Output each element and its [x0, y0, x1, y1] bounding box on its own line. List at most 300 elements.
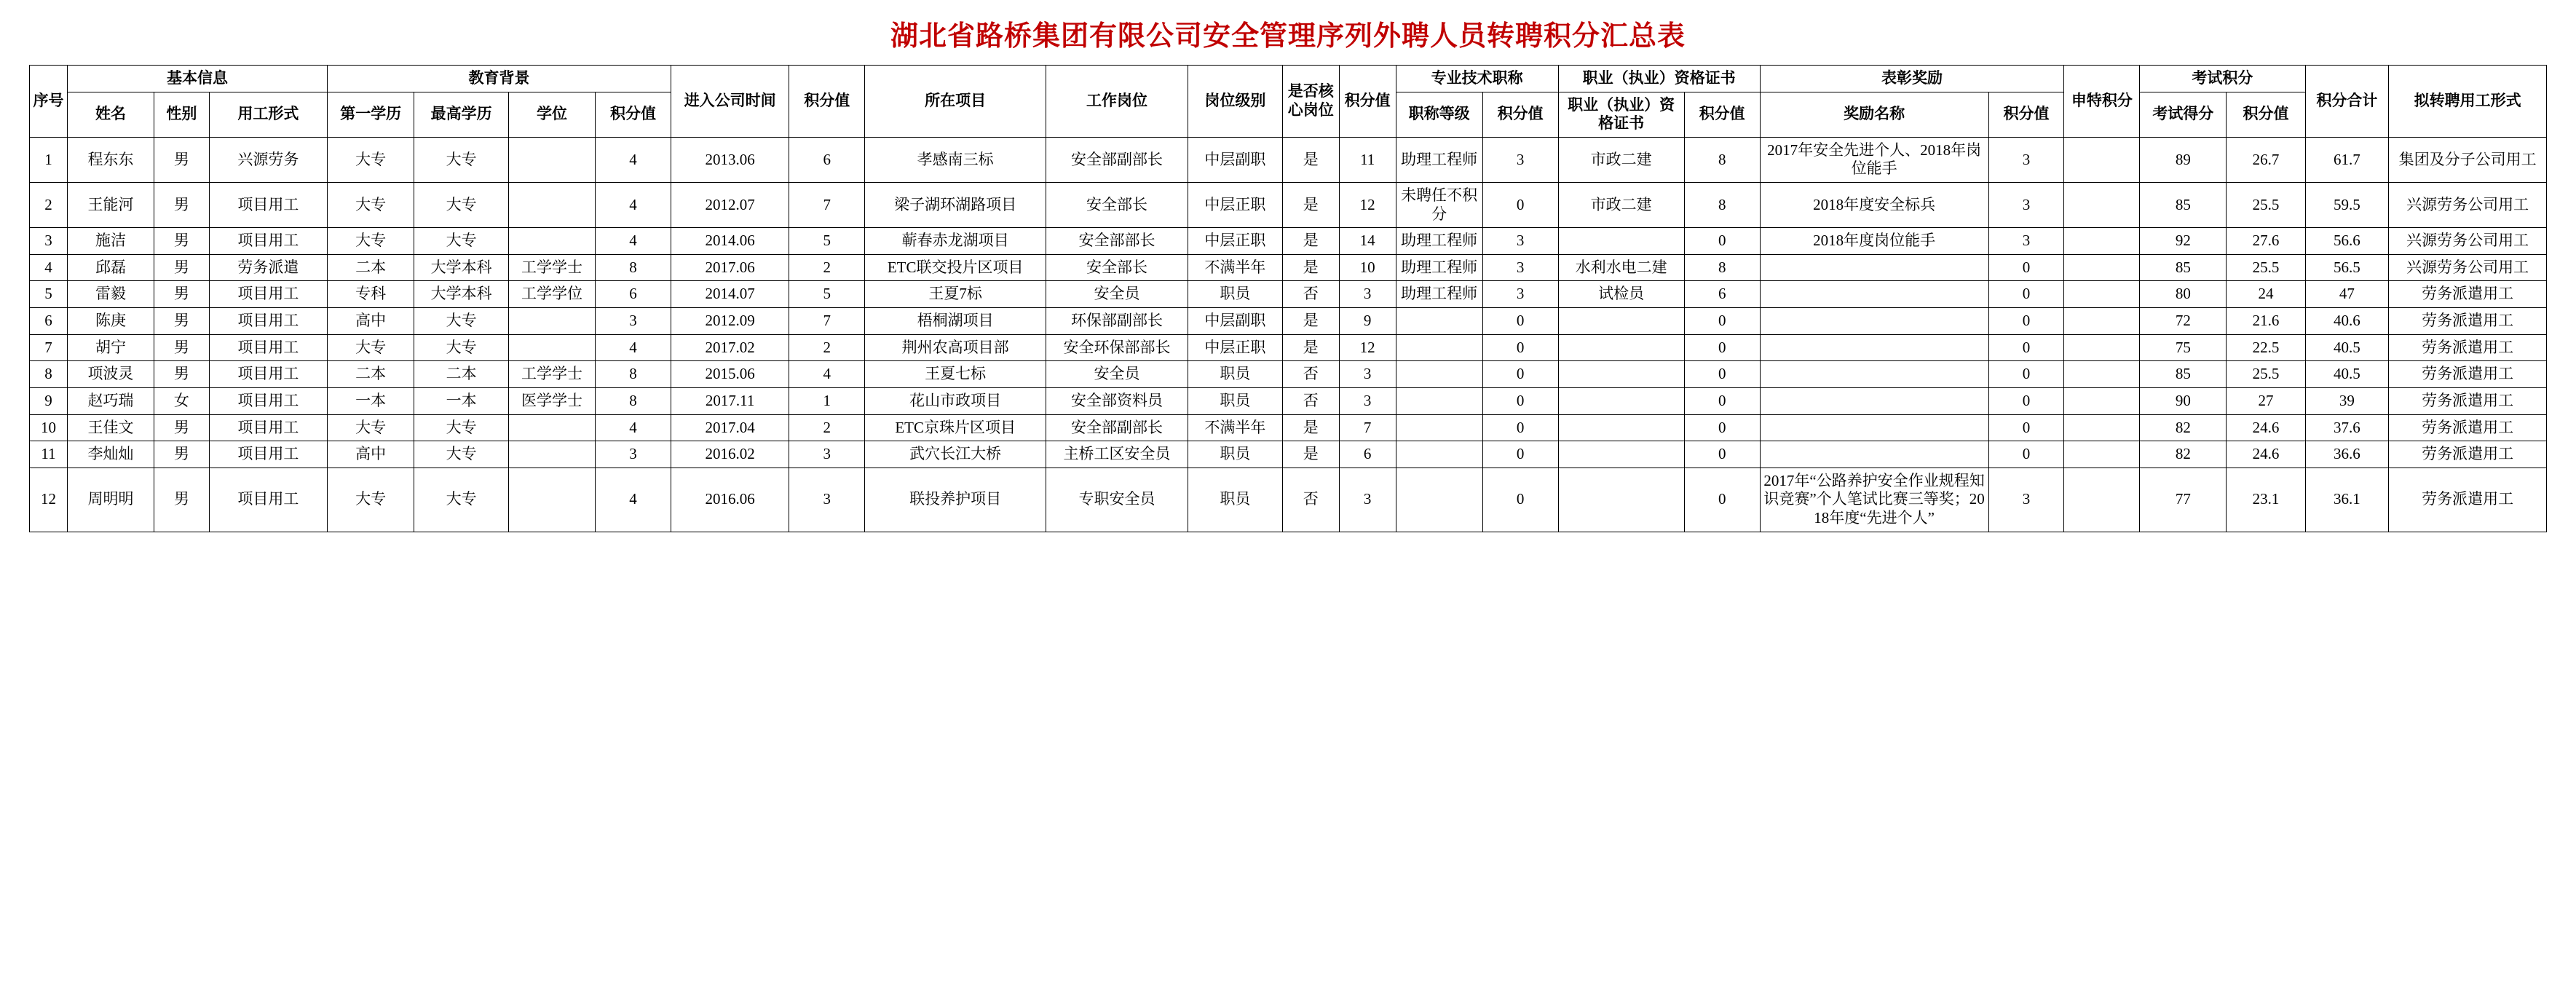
- cell-join-date: 2017.04: [671, 414, 789, 441]
- cell-award-name: [1760, 254, 1988, 281]
- cell-cert-name: [1558, 387, 1684, 414]
- cell-job-post: 安全部副部长: [1046, 414, 1188, 441]
- cell-points-award: 0: [1988, 254, 2064, 281]
- cell-points-exam: 24: [2227, 281, 2305, 308]
- cell-points-date: 6: [789, 137, 865, 182]
- cell-award-name: [1760, 441, 1988, 468]
- cell-seq: 12: [30, 468, 68, 532]
- cell-special-points: [2064, 468, 2140, 532]
- header-points-date: 积分值: [789, 66, 865, 138]
- header-post-level: 岗位级别: [1188, 66, 1282, 138]
- header-special-points: 申特积分: [2064, 66, 2140, 138]
- header-title-level: 职称等级: [1396, 92, 1482, 137]
- cell-highest-degree: 大学本科: [414, 254, 509, 281]
- header-points-cert: 积分值: [1684, 92, 1760, 137]
- cell-cert-name: 试检员: [1558, 281, 1684, 308]
- header-sex: 性别: [154, 92, 209, 137]
- cell-future-type: 劳务派遣用工: [2389, 334, 2547, 361]
- cell-employment-type: 项目用工: [209, 228, 327, 255]
- cell-points-post: 3: [1339, 468, 1396, 532]
- cell-exam-score: 82: [2140, 414, 2227, 441]
- cell-name: 邱磊: [67, 254, 154, 281]
- cell-points-award: 3: [1988, 468, 2064, 532]
- cell-sex: 男: [154, 137, 209, 182]
- cell-join-date: 2014.07: [671, 281, 789, 308]
- cell-join-date: 2017.11: [671, 387, 789, 414]
- cell-post-level: 职员: [1188, 387, 1282, 414]
- cell-degree: [509, 334, 596, 361]
- table-row: [30, 361, 2547, 388]
- header-total-points: 积分合计: [2305, 66, 2389, 138]
- cell-award-name: [1760, 308, 1988, 335]
- cell-post-level: 职员: [1188, 281, 1282, 308]
- cell-total-points: 59.5: [2305, 183, 2389, 228]
- cell-special-points: [2064, 387, 2140, 414]
- cell-first-degree: 大专: [328, 228, 414, 255]
- cell-highest-degree: 大专: [414, 441, 509, 468]
- cell-points-date: 5: [789, 228, 865, 255]
- cell-total-points: 40.5: [2305, 334, 2389, 361]
- cell-title-level: [1396, 441, 1482, 468]
- cell-first-degree: 大专: [328, 468, 414, 532]
- cell-award-name: 2018年度安全标兵: [1760, 183, 1988, 228]
- cell-first-degree: 二本: [328, 254, 414, 281]
- header-points-exam: 积分值: [2227, 92, 2305, 137]
- cell-points-award: 0: [1988, 308, 2064, 335]
- cell-award-name: [1760, 361, 1988, 388]
- cell-cert-name: 市政二建: [1558, 137, 1684, 182]
- cell-points-cert: 0: [1684, 441, 1760, 468]
- cell-seq: 6: [30, 308, 68, 335]
- cell-post-level: 中层正职: [1188, 334, 1282, 361]
- cell-points-award: 0: [1988, 361, 2064, 388]
- cell-join-date: 2017.02: [671, 334, 789, 361]
- cell-points-exam: 22.5: [2227, 334, 2305, 361]
- cell-project: 王夏七标: [865, 361, 1046, 388]
- cell-title-level: [1396, 414, 1482, 441]
- header-points-title: 积分值: [1482, 92, 1558, 137]
- cell-first-degree: 专科: [328, 281, 414, 308]
- cell-points-title: 0: [1482, 468, 1558, 532]
- cell-employment-type: 项目用工: [209, 183, 327, 228]
- header-seq: 序号: [30, 66, 68, 138]
- cell-exam-score: 77: [2140, 468, 2227, 532]
- header-group-vocational-cert: 职业（执业）资格证书: [1558, 66, 1760, 92]
- cell-points-title: 3: [1482, 281, 1558, 308]
- cell-points-edu: 4: [596, 228, 671, 255]
- cell-special-points: [2064, 414, 2140, 441]
- cell-highest-degree: 大专: [414, 228, 509, 255]
- header-project: 所在项目: [865, 66, 1046, 138]
- cell-join-date: 2015.06: [671, 361, 789, 388]
- cell-sex: 男: [154, 228, 209, 255]
- cell-highest-degree: 大专: [414, 183, 509, 228]
- cell-sex: 男: [154, 414, 209, 441]
- cell-points-exam: 23.1: [2227, 468, 2305, 532]
- cell-points-post: 3: [1339, 361, 1396, 388]
- cell-points-title: 0: [1482, 183, 1558, 228]
- cell-points-award: 3: [1988, 183, 2064, 228]
- cell-employment-type: 项目用工: [209, 361, 327, 388]
- cell-is-core: 否: [1282, 361, 1339, 388]
- cell-highest-degree: 大专: [414, 334, 509, 361]
- cell-post-level: 职员: [1188, 361, 1282, 388]
- table-row: [30, 183, 2547, 228]
- cell-seq: 3: [30, 228, 68, 255]
- cell-points-post: 10: [1339, 254, 1396, 281]
- cell-name: 施洁: [67, 228, 154, 255]
- cell-special-points: [2064, 281, 2140, 308]
- cell-points-edu: 8: [596, 361, 671, 388]
- cell-join-date: 2012.09: [671, 308, 789, 335]
- cell-degree: [509, 414, 596, 441]
- cell-total-points: 56.5: [2305, 254, 2389, 281]
- cell-sex: 男: [154, 254, 209, 281]
- cell-total-points: 39: [2305, 387, 2389, 414]
- cell-points-edu: 3: [596, 441, 671, 468]
- cell-title-level: [1396, 387, 1482, 414]
- cell-first-degree: 高中: [328, 441, 414, 468]
- cell-points-award: 0: [1988, 334, 2064, 361]
- cell-points-date: 2: [789, 254, 865, 281]
- cell-sex: 男: [154, 361, 209, 388]
- cell-cert-name: 市政二建: [1558, 183, 1684, 228]
- cell-is-core: 是: [1282, 441, 1339, 468]
- cell-points-cert: 0: [1684, 308, 1760, 335]
- header-name: 姓名: [67, 92, 154, 137]
- cell-future-type: 劳务派遣用工: [2389, 281, 2547, 308]
- cell-join-date: 2016.06: [671, 468, 789, 532]
- cell-sex: 男: [154, 441, 209, 468]
- cell-award-name: [1760, 387, 1988, 414]
- header-exam-score: 考试得分: [2140, 92, 2227, 137]
- table-row: [30, 137, 2547, 182]
- cell-is-core: 是: [1282, 228, 1339, 255]
- cell-join-date: 2017.06: [671, 254, 789, 281]
- cell-post-level: 中层副职: [1188, 308, 1282, 335]
- cell-sex: 男: [154, 281, 209, 308]
- cell-points-cert: 0: [1684, 414, 1760, 441]
- cell-points-edu: 3: [596, 308, 671, 335]
- cell-seq: 4: [30, 254, 68, 281]
- cell-special-points: [2064, 361, 2140, 388]
- cell-cert-name: [1558, 468, 1684, 532]
- cell-points-edu: 4: [596, 414, 671, 441]
- cell-points-date: 1: [789, 387, 865, 414]
- cell-degree: [509, 308, 596, 335]
- header-is-core: 是否核心岗位: [1282, 66, 1339, 138]
- scoring-summary-table: [29, 65, 2547, 532]
- cell-job-post: 安全员: [1046, 281, 1188, 308]
- cell-future-type: 集团及分子公司用工: [2389, 137, 2547, 182]
- cell-exam-score: 85: [2140, 183, 2227, 228]
- cell-points-post: 11: [1339, 137, 1396, 182]
- cell-employment-type: 项目用工: [209, 468, 327, 532]
- cell-future-type: 劳务派遣用工: [2389, 387, 2547, 414]
- cell-points-award: 0: [1988, 441, 2064, 468]
- cell-points-award: 0: [1988, 387, 2064, 414]
- cell-seq: 7: [30, 334, 68, 361]
- cell-total-points: 61.7: [2305, 137, 2389, 182]
- cell-title-level: 助理工程师: [1396, 254, 1482, 281]
- table-body: [30, 137, 2547, 532]
- cell-points-cert: 6: [1684, 281, 1760, 308]
- cell-points-date: 7: [789, 183, 865, 228]
- cell-project: 梧桐湖项目: [865, 308, 1046, 335]
- cell-project: 蕲春赤龙湖项目: [865, 228, 1046, 255]
- table-header: [30, 66, 2547, 138]
- cell-points-date: 2: [789, 414, 865, 441]
- cell-name: 胡宁: [67, 334, 154, 361]
- cell-seq: 8: [30, 361, 68, 388]
- header-group-exam: 考试积分: [2140, 66, 2305, 92]
- cell-points-edu: 8: [596, 254, 671, 281]
- cell-name: 雷毅: [67, 281, 154, 308]
- cell-seq: 10: [30, 414, 68, 441]
- cell-name: 王佳文: [67, 414, 154, 441]
- cell-name: 王能河: [67, 183, 154, 228]
- cell-seq: 5: [30, 281, 68, 308]
- cell-cert-name: [1558, 308, 1684, 335]
- cell-points-edu: 4: [596, 137, 671, 182]
- cell-project: 花山市政项目: [865, 387, 1046, 414]
- cell-job-post: 安全部资料员: [1046, 387, 1188, 414]
- cell-points-post: 12: [1339, 183, 1396, 228]
- cell-project: 联投养护项目: [865, 468, 1046, 532]
- cell-cert-name: [1558, 334, 1684, 361]
- cell-title-level: [1396, 334, 1482, 361]
- cell-cert-name: [1558, 414, 1684, 441]
- table-row: [30, 414, 2547, 441]
- cell-employment-type: 项目用工: [209, 334, 327, 361]
- cell-seq: 11: [30, 441, 68, 468]
- cell-first-degree: 高中: [328, 308, 414, 335]
- cell-points-title: 3: [1482, 254, 1558, 281]
- cell-points-exam: 27: [2227, 387, 2305, 414]
- header-row-group: [30, 66, 2547, 92]
- header-future-type: 拟转聘用工形式: [2389, 66, 2547, 138]
- cell-points-cert: 0: [1684, 228, 1760, 255]
- cell-job-post: 安全部长: [1046, 183, 1188, 228]
- header-highest-degree: 最高学历: [414, 92, 509, 137]
- cell-name: 陈庚: [67, 308, 154, 335]
- header-group-basic-info: 基本信息: [67, 66, 327, 92]
- cell-sex: 男: [154, 183, 209, 228]
- cell-highest-degree: 大专: [414, 468, 509, 532]
- cell-points-exam: 25.5: [2227, 361, 2305, 388]
- cell-points-title: 3: [1482, 137, 1558, 182]
- cell-first-degree: 大专: [328, 414, 414, 441]
- table-row: [30, 281, 2547, 308]
- cell-employment-type: 项目用工: [209, 441, 327, 468]
- cell-points-post: 3: [1339, 387, 1396, 414]
- header-job-post: 工作岗位: [1046, 66, 1188, 138]
- cell-points-post: 7: [1339, 414, 1396, 441]
- cell-points-date: 4: [789, 361, 865, 388]
- cell-title-level: 助理工程师: [1396, 281, 1482, 308]
- cell-points-date: 2: [789, 334, 865, 361]
- cell-points-cert: 0: [1684, 387, 1760, 414]
- cell-points-exam: 24.6: [2227, 441, 2305, 468]
- cell-job-post: 环保部副部长: [1046, 308, 1188, 335]
- cell-project: 王夏7标: [865, 281, 1046, 308]
- cell-first-degree: 大专: [328, 137, 414, 182]
- cell-cert-name: 水利水电二建: [1558, 254, 1684, 281]
- cell-job-post: 主桥工区安全员: [1046, 441, 1188, 468]
- cell-points-title: 0: [1482, 308, 1558, 335]
- cell-total-points: 40.6: [2305, 308, 2389, 335]
- header-employment-type: 用工形式: [209, 92, 327, 137]
- cell-cert-name: [1558, 441, 1684, 468]
- cell-job-post: 安全部副部长: [1046, 137, 1188, 182]
- cell-points-cert: 0: [1684, 468, 1760, 532]
- cell-exam-score: 75: [2140, 334, 2227, 361]
- cell-join-date: 2016.02: [671, 441, 789, 468]
- cell-title-level: [1396, 361, 1482, 388]
- cell-total-points: 37.6: [2305, 414, 2389, 441]
- header-cert-name: 职业（执业）资格证书: [1558, 92, 1684, 137]
- cell-first-degree: 二本: [328, 361, 414, 388]
- cell-points-award: 0: [1988, 281, 2064, 308]
- cell-points-title: 0: [1482, 414, 1558, 441]
- cell-is-core: 否: [1282, 281, 1339, 308]
- cell-points-cert: 0: [1684, 334, 1760, 361]
- cell-name: 赵巧瑞: [67, 387, 154, 414]
- cell-job-post: 安全环保部部长: [1046, 334, 1188, 361]
- cell-post-level: 中层正职: [1188, 228, 1282, 255]
- cell-points-date: 7: [789, 308, 865, 335]
- cell-job-post: 安全员: [1046, 361, 1188, 388]
- cell-is-core: 是: [1282, 137, 1339, 182]
- cell-degree: [509, 137, 596, 182]
- cell-points-date: 3: [789, 468, 865, 532]
- cell-special-points: [2064, 308, 2140, 335]
- cell-points-date: 3: [789, 441, 865, 468]
- cell-degree: [509, 441, 596, 468]
- cell-cert-name: [1558, 361, 1684, 388]
- cell-future-type: 劳务派遣用工: [2389, 441, 2547, 468]
- cell-exam-score: 82: [2140, 441, 2227, 468]
- cell-seq: 9: [30, 387, 68, 414]
- cell-points-edu: 4: [596, 468, 671, 532]
- cell-is-core: 是: [1282, 334, 1339, 361]
- cell-degree: 工学学士: [509, 361, 596, 388]
- cell-seq: 2: [30, 183, 68, 228]
- cell-degree: [509, 228, 596, 255]
- cell-exam-score: 72: [2140, 308, 2227, 335]
- cell-exam-score: 85: [2140, 361, 2227, 388]
- cell-points-award: 3: [1988, 228, 2064, 255]
- cell-first-degree: 一本: [328, 387, 414, 414]
- cell-post-level: 职员: [1188, 441, 1282, 468]
- cell-post-level: 中层正职: [1188, 183, 1282, 228]
- cell-title-level: [1396, 308, 1482, 335]
- cell-points-title: 0: [1482, 334, 1558, 361]
- table-row: [30, 228, 2547, 255]
- cell-points-exam: 21.6: [2227, 308, 2305, 335]
- cell-sex: 男: [154, 334, 209, 361]
- cell-exam-score: 89: [2140, 137, 2227, 182]
- cell-points-cert: 8: [1684, 137, 1760, 182]
- cell-employment-type: 项目用工: [209, 387, 327, 414]
- cell-project: 孝感南三标: [865, 137, 1046, 182]
- cell-exam-score: 80: [2140, 281, 2227, 308]
- cell-project: 武穴长江大桥: [865, 441, 1046, 468]
- cell-points-exam: 27.6: [2227, 228, 2305, 255]
- cell-special-points: [2064, 183, 2140, 228]
- cell-special-points: [2064, 228, 2140, 255]
- cell-points-edu: 4: [596, 183, 671, 228]
- cell-points-date: 5: [789, 281, 865, 308]
- cell-project: ETC联交投片区项目: [865, 254, 1046, 281]
- cell-points-title: 0: [1482, 387, 1558, 414]
- cell-total-points: 36.1: [2305, 468, 2389, 532]
- table-row: [30, 387, 2547, 414]
- cell-special-points: [2064, 441, 2140, 468]
- cell-post-level: 不满半年: [1188, 414, 1282, 441]
- cell-degree: [509, 183, 596, 228]
- cell-future-type: 劳务派遣用工: [2389, 361, 2547, 388]
- cell-points-title: 0: [1482, 441, 1558, 468]
- cell-join-date: 2012.07: [671, 183, 789, 228]
- cell-points-post: 9: [1339, 308, 1396, 335]
- cell-award-name: 2017年安全先进个人、2018年岗位能手: [1760, 137, 1988, 182]
- cell-highest-degree: 二本: [414, 361, 509, 388]
- cell-is-core: 否: [1282, 468, 1339, 532]
- cell-special-points: [2064, 334, 2140, 361]
- cell-degree: 工学学士: [509, 254, 596, 281]
- cell-highest-degree: 大专: [414, 414, 509, 441]
- cell-sex: 女: [154, 387, 209, 414]
- cell-seq: 1: [30, 137, 68, 182]
- cell-is-core: 是: [1282, 183, 1339, 228]
- cell-points-cert: 8: [1684, 254, 1760, 281]
- cell-title-level: [1396, 468, 1482, 532]
- header-degree: 学位: [509, 92, 596, 137]
- cell-post-level: 不满半年: [1188, 254, 1282, 281]
- cell-highest-degree: 大专: [414, 137, 509, 182]
- cell-points-edu: 6: [596, 281, 671, 308]
- cell-first-degree: 大专: [328, 183, 414, 228]
- cell-post-level: 中层副职: [1188, 137, 1282, 182]
- cell-exam-score: 85: [2140, 254, 2227, 281]
- cell-degree: 医学学士: [509, 387, 596, 414]
- cell-points-title: 0: [1482, 361, 1558, 388]
- cell-award-name: [1760, 334, 1988, 361]
- cell-points-edu: 8: [596, 387, 671, 414]
- header-group-tech-title: 专业技术职称: [1396, 66, 1558, 92]
- cell-points-edu: 4: [596, 334, 671, 361]
- cell-employment-type: 项目用工: [209, 414, 327, 441]
- cell-highest-degree: 大学本科: [414, 281, 509, 308]
- cell-points-award: 0: [1988, 414, 2064, 441]
- cell-special-points: [2064, 137, 2140, 182]
- cell-sex: 男: [154, 468, 209, 532]
- cell-join-date: 2013.06: [671, 137, 789, 182]
- cell-project: ETC京珠片区项目: [865, 414, 1046, 441]
- header-points-award: 积分值: [1988, 92, 2064, 137]
- cell-future-type: 劳务派遣用工: [2389, 308, 2547, 335]
- cell-points-post: 12: [1339, 334, 1396, 361]
- cell-points-post: 6: [1339, 441, 1396, 468]
- cell-points-cert: 8: [1684, 183, 1760, 228]
- cell-future-type: 兴源劳务公司用工: [2389, 228, 2547, 255]
- cell-points-post: 3: [1339, 281, 1396, 308]
- cell-employment-type: 项目用工: [209, 281, 327, 308]
- cell-employment-type: 劳务派遣: [209, 254, 327, 281]
- cell-award-name: [1760, 414, 1988, 441]
- cell-award-name: 2018年度岗位能手: [1760, 228, 1988, 255]
